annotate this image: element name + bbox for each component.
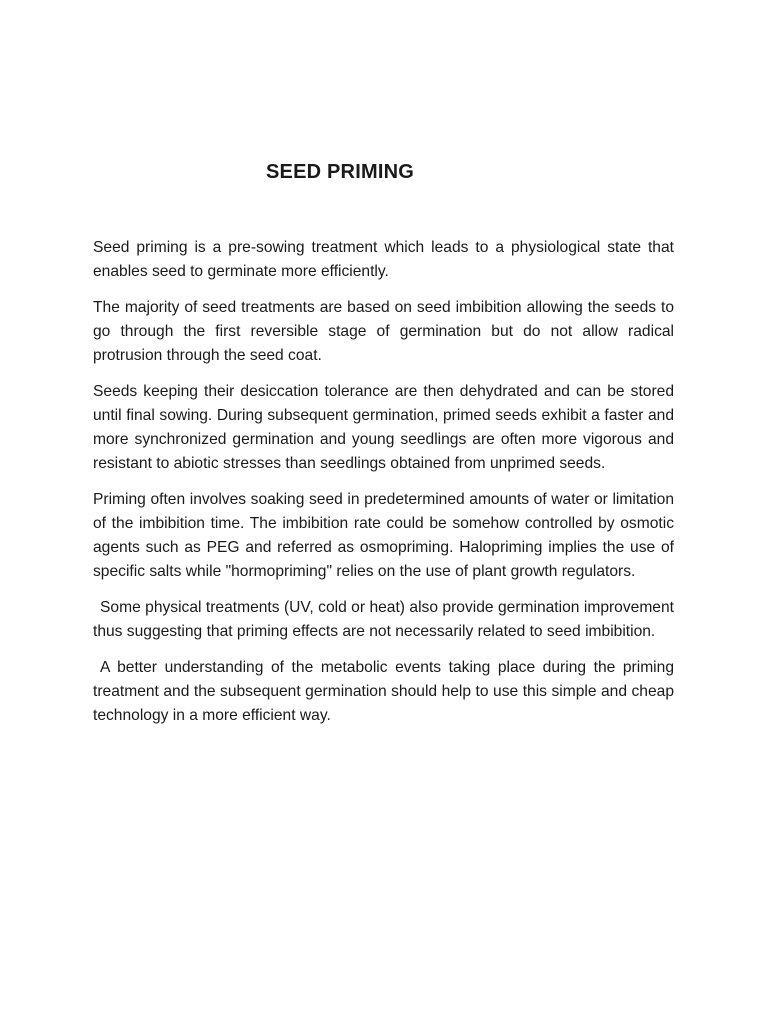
paragraph-4: Priming often involves soaking seed in predetermined amounts of water or limitation of the imbibition time. The imbibition rate could be somehow controlled by osmotic agents such as PEG and referred as osmopriming. Halopriming implies the use of specific salts while "hormopriming" relies on the use of plant growth regulators. — [93, 491, 674, 580]
paragraph-3: Seeds keeping their desiccation tolerance are then dehydrated and can be stored until final sowing. During subsequent germination, primed seeds exhibit a faster and more synchronized germination and young seedlings are often more vigorous and resistant to abiotic stresses than seedlings obtained from unprimed seeds. — [93, 383, 674, 472]
paragraph-1: Seed priming is a pre-sowing treatment which leads to a physiological state that enables seed to germinate more efficiently. — [93, 239, 674, 280]
page-title: SEED PRIMING — [266, 161, 414, 183]
paragraph-6: A better understanding of the metabolic events taking place during the priming treatment and the subsequent germination should help to use this simple and cheap technology in a more efficient way. — [93, 659, 674, 724]
paragraph-5: Some physical treatments (UV, cold or heat) also provide germination improvement thus suggesting that priming effects are not necessarily related to seed imbibition. — [93, 599, 674, 640]
paragraph-2: The majority of seed treatments are based on seed imbibition allowing the seeds to go through the first reversible stage of germination but do not allow radical protrusion through the seed coat. — [93, 299, 674, 364]
document-body — [93, 236, 674, 740]
